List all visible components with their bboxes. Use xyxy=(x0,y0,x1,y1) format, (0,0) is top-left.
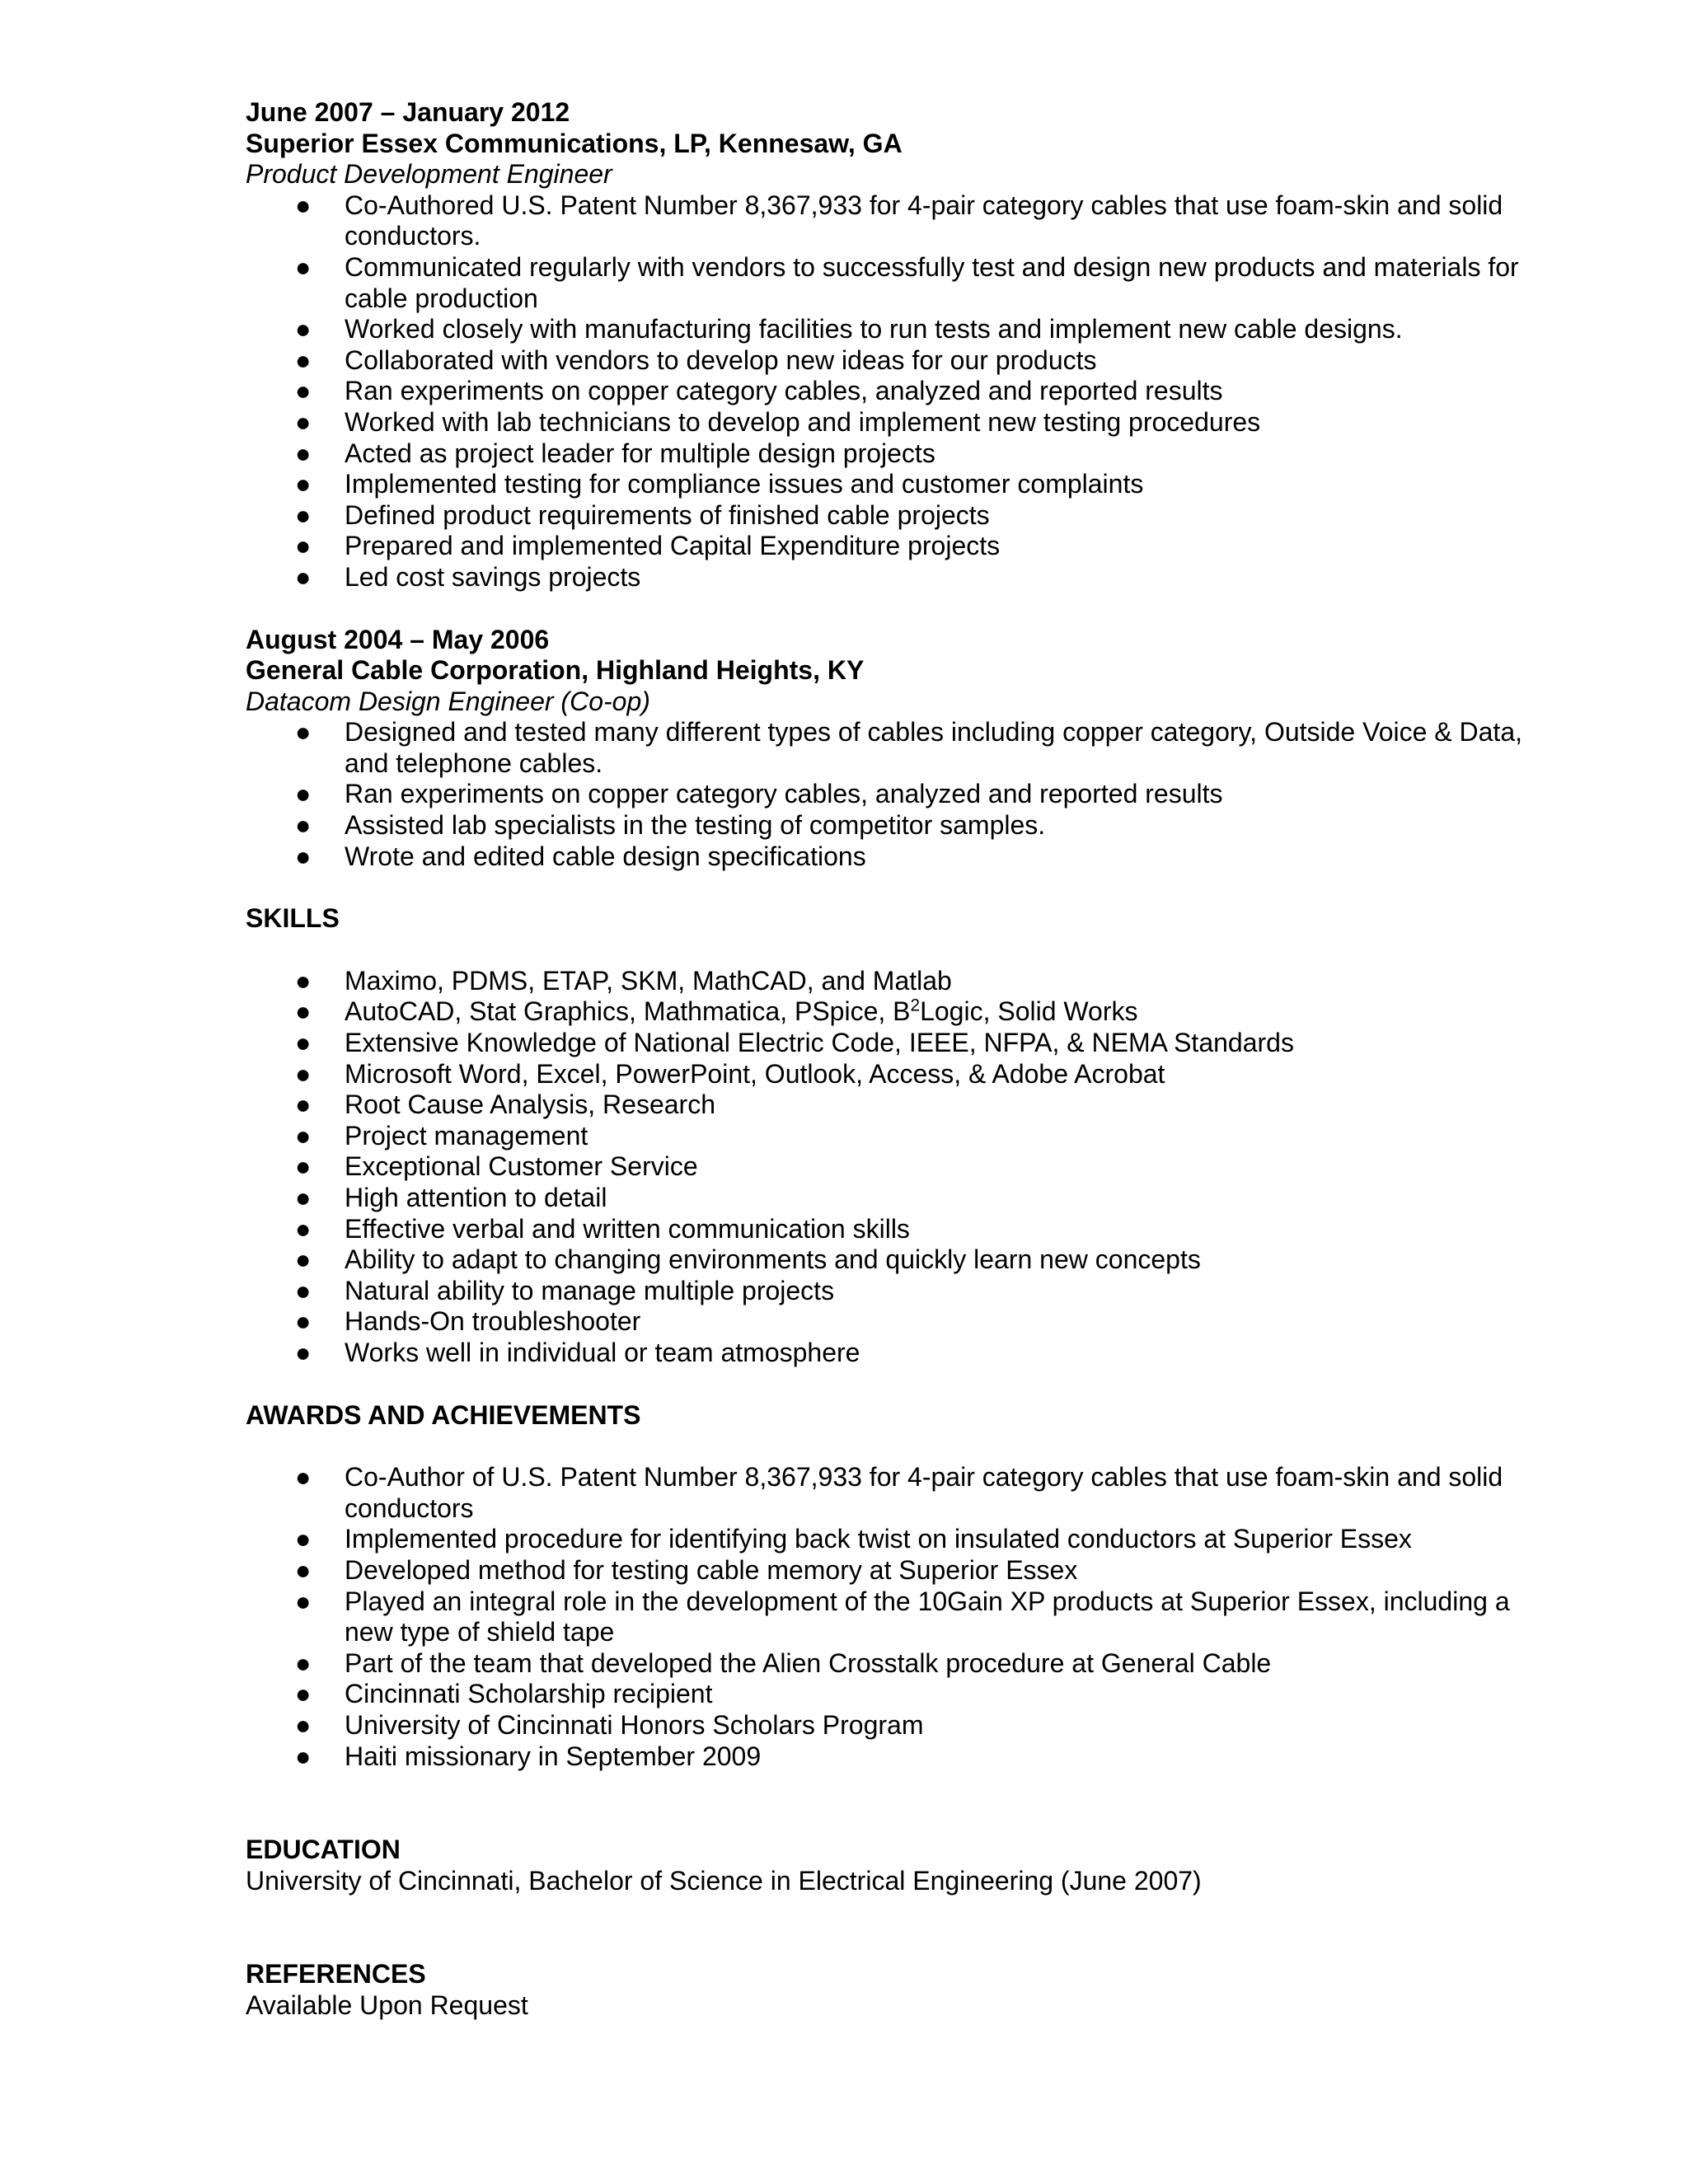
list-item: ● Led cost savings projects xyxy=(295,561,641,592)
bullet-icon: ● xyxy=(295,561,312,592)
list-item: ● Co-Authored U.S. Patent Number 8,367,933 for 4-pair category cables that use foam-skin and solid conductors. xyxy=(295,190,1503,251)
bullet-icon: ● xyxy=(295,499,312,530)
job-bullet-list xyxy=(246,717,1531,872)
list-item: ● Worked with lab technicians to develop and implement new testing procedures xyxy=(295,406,1261,437)
bullet-icon: ● xyxy=(295,1337,312,1367)
bullet-icon: ● xyxy=(295,1151,312,1182)
bullet-icon: ● xyxy=(295,1120,312,1151)
bullet-icon: ● xyxy=(295,251,312,282)
list-item: ● Maximo, PDMS, ETAP, SKM, MathCAD, and Matlab xyxy=(295,965,952,996)
bullet-icon: ● xyxy=(295,438,312,468)
job-bullet-list xyxy=(246,190,1531,593)
bullet-icon: ● xyxy=(295,1462,312,1493)
list-item: ● Designed and tested many different types of cables including copper category, Outside Voice & Data, and telephone cables. xyxy=(295,717,1522,778)
list-item: ● Cincinnati Scholarship recipient xyxy=(295,1679,713,1709)
job-general-cable xyxy=(246,625,1531,873)
job-title: Product Development Engineer xyxy=(246,159,612,190)
list-item: ● Works well in individual or team atmosphere xyxy=(295,1337,860,1367)
bullet-icon: ● xyxy=(295,1679,312,1709)
bullet-icon: ● xyxy=(295,1183,312,1212)
job-superior-essex xyxy=(246,97,1531,593)
list-item: ● Assisted lab specialists in the testing of competitor samples. xyxy=(295,810,1046,841)
list-item: ● Microsoft Word, Excel, PowerPoint, Outlook, Access, & Adobe Acrobat xyxy=(295,1058,1165,1089)
job-dates: June 2007 – January 2012 xyxy=(246,97,570,127)
skills-list xyxy=(246,966,1531,1369)
bullet-icon: ● xyxy=(295,469,312,499)
list-item: ● Ran experiments on copper category cables, analyzed and reported results xyxy=(295,779,1223,809)
bullet-icon: ● xyxy=(295,1213,312,1244)
education-section xyxy=(246,1835,1531,1896)
bullet-icon: ● xyxy=(295,314,312,344)
bullet-icon: ● xyxy=(295,1647,312,1678)
list-item: ● Hands-On troubleshooter xyxy=(295,1306,641,1337)
job-company: Superior Essex Communications, LP, Kennesaw, GA xyxy=(246,128,903,158)
list-item: ● University of Cincinnati Honors Scholars Program xyxy=(295,1709,924,1740)
list-item: ● Worked closely with manufacturing facilities to run tests and implement new cable designs. xyxy=(295,314,1403,344)
bullet-icon: ● xyxy=(295,344,312,375)
job-title: Datacom Design Engineer (Co-op) xyxy=(246,686,650,716)
list-item: ● Defined product requirements of finished cable projects xyxy=(295,499,990,530)
list-item: ● Haiti missionary in September 2009 xyxy=(295,1741,762,1771)
list-item: ● Exceptional Customer Service xyxy=(295,1151,698,1182)
bullet-icon: ● xyxy=(295,376,312,406)
list-item: ● Communicated regularly with vendors to successfully test and design new products and materials for cable production xyxy=(295,251,1519,313)
references-text: Available Upon Request xyxy=(246,1990,528,2020)
list-item: ● Ability to adapt to changing environments and quickly learn new concepts xyxy=(295,1244,1201,1275)
bullet-icon: ● xyxy=(295,1090,312,1120)
list-item: ● Effective verbal and written communication skills xyxy=(295,1213,910,1244)
bullet-icon: ● xyxy=(295,190,312,220)
section-heading-education: EDUCATION xyxy=(246,1835,401,1865)
list-item: ● Ran experiments on copper category cables, analyzed and reported results xyxy=(295,376,1223,406)
list-item: ● High attention to detail xyxy=(295,1183,607,1212)
bullet-icon: ● xyxy=(295,717,312,748)
section-heading-awards: AWARDS AND ACHIEVEMENTS xyxy=(246,1399,641,1430)
awards-section xyxy=(246,1400,1531,1773)
bullet-icon: ● xyxy=(295,996,312,1027)
list-item: ● Extensive Knowledge of National Electric Code, IEEE, NFPA, & NEMA Standards xyxy=(295,1028,1294,1058)
list-item: ● Natural ability to manage multiple projects xyxy=(295,1275,835,1305)
bullet-icon: ● xyxy=(295,1741,312,1771)
job-dates: August 2004 – May 2006 xyxy=(246,624,550,654)
bullet-icon: ● xyxy=(295,1244,312,1275)
list-item: ● Co-Author of U.S. Patent Number 8,367,933 for 4-pair category cables that use foam-skin and solid conductors xyxy=(295,1462,1503,1523)
education-text: University of Cincinnati, Bachelor of Science in Electrical Engineering (June 2007) xyxy=(246,1865,1202,1896)
bullet-icon: ● xyxy=(295,531,312,561)
bullet-icon: ● xyxy=(295,779,312,809)
list-item: ● Implemented testing for compliance issues and customer complaints xyxy=(295,469,1144,499)
skills-section xyxy=(246,903,1531,1368)
resume-content xyxy=(246,97,1531,2021)
job-company: General Cable Corporation, Highland Heights, KY xyxy=(246,655,865,686)
list-item: ● Project management xyxy=(295,1120,588,1151)
bullet-icon: ● xyxy=(295,841,312,871)
bullet-icon: ● xyxy=(295,1028,312,1058)
list-item: ● Played an integral role in the development of the 10Gain XP products at Superior Essex, including a new type of shield tape xyxy=(295,1586,1510,1647)
bullet-icon: ● xyxy=(295,1524,312,1554)
list-item: ● Acted as project leader for multiple design projects xyxy=(295,438,935,468)
section-heading-references: REFERENCES xyxy=(246,1959,426,1990)
awards-list xyxy=(246,1462,1531,1772)
bullet-icon: ● xyxy=(295,1306,312,1337)
list-item: ● Implemented procedure for identifying back twist on insulated conductors at Superior Essex xyxy=(295,1524,1412,1554)
list-item: ● Developed method for testing cable memory at Superior Essex xyxy=(295,1554,1078,1585)
list-item: ● Collaborated with vendors to develop new ideas for our products xyxy=(295,344,1097,375)
list-item: ● Prepared and implemented Capital Expenditure projects xyxy=(295,531,1001,561)
bullet-icon: ● xyxy=(295,1275,312,1305)
superscript: 2 xyxy=(910,996,921,1015)
bullet-icon: ● xyxy=(295,1554,312,1585)
bullet-icon: ● xyxy=(295,810,312,841)
bullet-icon: ● xyxy=(295,1058,312,1089)
list-item: ● Root Cause Analysis, Research xyxy=(295,1090,715,1120)
references-section xyxy=(246,1959,1531,2021)
bullet-icon: ● xyxy=(295,1586,312,1616)
list-item: ● Part of the team that developed the Alien Crosstalk procedure at General Cable xyxy=(295,1647,1272,1678)
section-heading-skills: SKILLS xyxy=(246,903,340,934)
bullet-icon: ● xyxy=(295,406,312,437)
list-item: ● Wrote and edited cable design specifications xyxy=(295,841,866,871)
bullet-icon: ● xyxy=(295,1709,312,1740)
list-item: ● AutoCAD, Stat Graphics, Mathmatica, PSpice, $B^2Logic$, Solid Works xyxy=(295,996,1138,1027)
bullet-icon: ● xyxy=(295,965,312,996)
